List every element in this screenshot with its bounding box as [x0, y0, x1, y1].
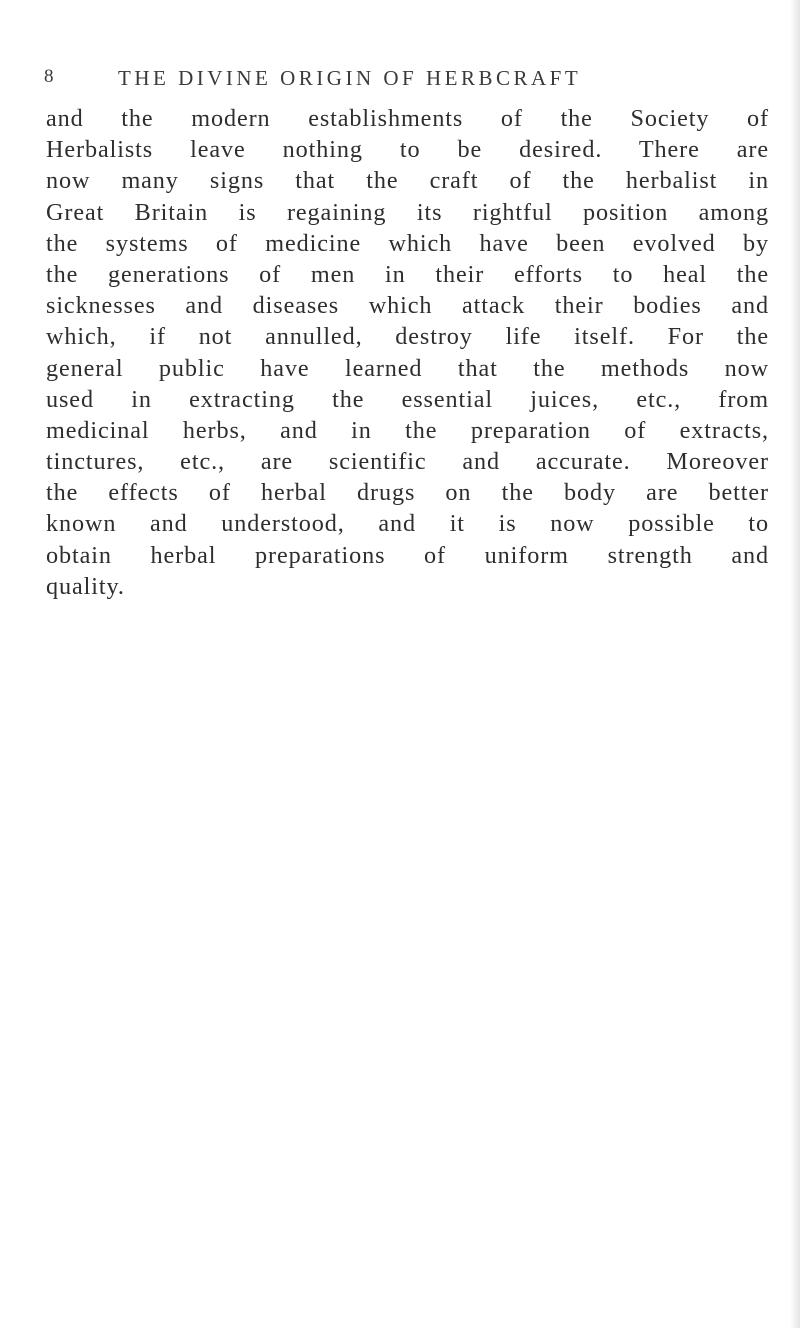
- running-title: THE DIVINE ORIGIN OF HERBCRAFT: [118, 66, 582, 90]
- text-line: and the modern establishments of the Society of: [46, 105, 769, 132]
- body-paragraph: [46, 103, 782, 602]
- text-line: the systems of medicine which have been evolved by: [46, 229, 769, 257]
- page-edge-shadow: [790, 0, 800, 1328]
- text-line: the effects of herbal drugs on the body are better: [46, 479, 769, 507]
- text-line: medicinal herbs, and in the preparation of extracts,: [46, 416, 769, 444]
- text-line: sicknesses and diseases which attack their bodies and: [46, 292, 769, 320]
- text-line: known and understood, and it is now possible to: [46, 510, 769, 538]
- text-line: quality.: [46, 572, 125, 600]
- running-head: [44, 66, 744, 96]
- text-line: Herbalists leave nothing to be desired. There are: [46, 136, 769, 164]
- text-line: general public have learned that the methods now: [46, 354, 769, 382]
- text-line: used in extracting the essential juices, etc., from: [46, 385, 769, 413]
- text-line: which, if not annulled, destroy life itself. For the: [46, 323, 769, 351]
- text-line: tinctures, etc., are scientific and accurate. Moreover: [46, 448, 769, 476]
- text-line: now many signs that the craft of the herbalist in: [46, 167, 769, 195]
- text-line: obtain herbal preparations of uniform strength and: [46, 541, 769, 569]
- text-line: Great Britain is regaining its rightful position among: [46, 198, 769, 226]
- page-number: 8: [44, 66, 54, 87]
- text-line: the generations of men in their efforts to heal the: [46, 260, 769, 288]
